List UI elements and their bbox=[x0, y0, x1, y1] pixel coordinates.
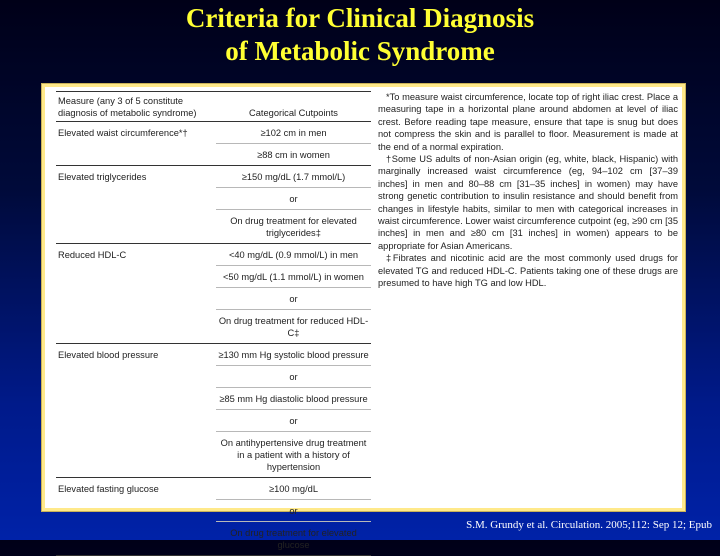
cutpoints-column-header: Categorical Cutpoints bbox=[249, 108, 338, 118]
footnote: ‡Fibrates and nicotinic acid are the most commonly used drugs for elevated TG and reduced HDL-C. Patients taking one of these drugs are presumed to have high TG and low HDL. bbox=[378, 253, 678, 289]
measure-label: Elevated triglycerides bbox=[58, 172, 147, 182]
cutpoint-values bbox=[216, 166, 371, 243]
cutpoint-values bbox=[216, 344, 371, 477]
cutpoint-value: ≥85 mm Hg diastolic blood pressure bbox=[216, 388, 371, 410]
measure-label: Elevated fasting glucose bbox=[58, 484, 159, 494]
cutpoint-value: <40 mg/dL (0.9 mmol/L) in men bbox=[216, 244, 371, 266]
table-row bbox=[56, 122, 371, 166]
footnotes bbox=[378, 91, 678, 290]
cutpoint-values bbox=[216, 244, 371, 343]
measure-header-line-2: diagnosis of metabolic syndrome) bbox=[58, 108, 197, 118]
measure-header-line-1: Measure (any 3 of 5 constitute bbox=[58, 96, 184, 106]
footnote: *To measure waist circumference, locate top of right iliac crest. Place a measuring tape in a horizontal plane around abdomen at level of iliac crest. Before reading tape measure, ensure that tape is snug but does not compress the skin and is parallel to floor. Measurement is made at the end of a normal expiration. bbox=[378, 92, 678, 152]
cutpoint-value: On drug treatment for elevated glucose bbox=[230, 528, 357, 550]
table-row bbox=[56, 166, 371, 244]
cutpoint-value: On antihypertensive drug treatment in a patient with a history of hypertension bbox=[220, 438, 367, 472]
cutpoint-value: ≥130 mm Hg systolic blood pressure bbox=[216, 344, 371, 366]
cutpoint-value: or bbox=[216, 410, 371, 432]
table-row bbox=[56, 344, 371, 478]
measure-label: Reduced HDL-C bbox=[58, 250, 127, 260]
table-header bbox=[56, 91, 371, 122]
footnote: †Some US adults of non-Asian origin (eg, white, black, Hispanic) with marginally increased waist circumference (eg, 94–102 cm [37–39 inches] in men and 80–88 cm [31–35 inches] in women) may have strong genetic contribution to insulin resistance and should benefit from changes in lifestyle habits, similar to men with categorical increases in waist circumference. Lower waist circumference cutpoint (eg, ≥90 cm [35 inches] in men and ≥80 cm [31 inches] in women) appears to be appropriate for Asian Americans. bbox=[378, 154, 678, 251]
table-row bbox=[56, 478, 371, 556]
cutpoint-value: or bbox=[216, 500, 371, 522]
criteria-table bbox=[56, 91, 371, 556]
cutpoint-values bbox=[216, 122, 371, 165]
cutpoint-value: or bbox=[216, 288, 371, 310]
measure-column-header bbox=[58, 95, 208, 119]
slide-title-line-1: Criteria for Clinical Diagnosis bbox=[185, 3, 535, 33]
cutpoint-value: On drug treatment for elevated triglycerides‡ bbox=[230, 216, 357, 238]
cutpoint-value: <50 mg/dL (1.1 mmol/L) in women bbox=[216, 266, 371, 288]
cutpoint-value: ≥100 mg/dL bbox=[216, 478, 371, 500]
cutpoint-value: On drug treatment for reduced HDL-C‡ bbox=[218, 316, 369, 338]
cutpoint-value: or bbox=[216, 188, 371, 210]
table-row bbox=[56, 244, 371, 344]
cutpoint-value: or bbox=[216, 366, 371, 388]
measure-label: Elevated waist circumference*† bbox=[58, 128, 188, 138]
cutpoint-values bbox=[216, 478, 371, 555]
table-body bbox=[56, 122, 371, 556]
citation: S.M. Grundy et al. Circulation. 2005;112: Sep 12; Epub bbox=[466, 519, 712, 531]
measure-label: Elevated blood pressure bbox=[58, 350, 159, 360]
slide-title bbox=[0, 2, 720, 68]
cutpoint-value: ≥150 mg/dL (1.7 mmol/L) bbox=[216, 166, 371, 188]
cutpoint-value: ≥102 cm in men bbox=[216, 122, 371, 144]
slide-title-line-2: of Metabolic Syndrome bbox=[225, 36, 495, 66]
cutpoint-value: ≥88 cm in women bbox=[257, 150, 330, 160]
